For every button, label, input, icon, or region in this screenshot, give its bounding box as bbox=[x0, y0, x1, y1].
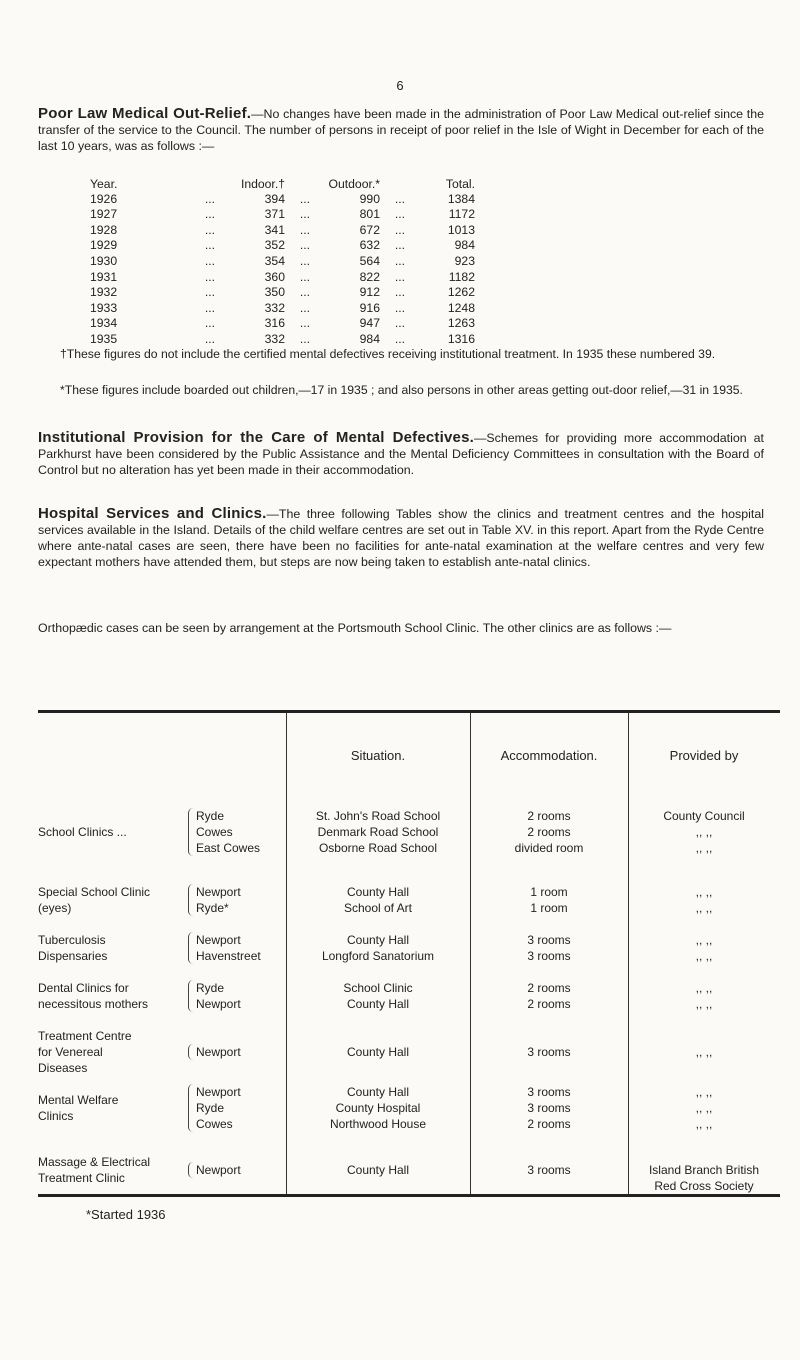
outdoor-cell: 564 bbox=[359, 253, 380, 268]
clinics-table bbox=[38, 710, 780, 1200]
brace-icon bbox=[188, 884, 193, 916]
clinic-accommodation: divided room bbox=[514, 841, 584, 855]
year-cell: 1934 bbox=[90, 316, 118, 331]
clinic-place: Newport bbox=[196, 997, 241, 1011]
clinic-place: Ryde* bbox=[196, 901, 229, 915]
clinic-provided-by: ,, ,, bbox=[695, 901, 713, 915]
clinic-group-name: Clinics bbox=[38, 1109, 74, 1123]
clinic-situation: Denmark Road School bbox=[317, 825, 439, 839]
indoor-cell: 354 bbox=[264, 253, 285, 268]
brace-icon bbox=[188, 1162, 193, 1178]
clinic-situation: Northwood House bbox=[329, 1117, 427, 1131]
poor-law-paragraph bbox=[38, 106, 764, 154]
clinic-place: Cowes bbox=[196, 1117, 233, 1131]
started-footnote: *Started 1936 bbox=[86, 1207, 166, 1222]
clinic-provided-by: ,, ,, bbox=[695, 997, 713, 1011]
leader-dots: ... bbox=[394, 253, 406, 268]
total-cell: 1013 bbox=[447, 222, 475, 237]
leader-dots: ... bbox=[204, 316, 216, 331]
table-bottom-rule bbox=[38, 1194, 780, 1197]
table-row bbox=[90, 301, 720, 317]
leader-dots: ... bbox=[299, 285, 311, 300]
relief-table-header bbox=[90, 176, 720, 192]
clinic-situation: School Clinic bbox=[343, 981, 413, 995]
clinic-place: Havenstreet bbox=[196, 949, 261, 963]
total-cell: 1262 bbox=[447, 285, 475, 300]
clinic-accommodation: 1 room bbox=[530, 885, 568, 899]
leader-dots: ... bbox=[394, 222, 406, 237]
outdoor-cell: 672 bbox=[359, 222, 380, 237]
outdoor-cell: 947 bbox=[359, 316, 380, 331]
leader-dots: ... bbox=[204, 238, 216, 253]
clinic-accommodation: 3 rooms bbox=[527, 1045, 571, 1059]
clinic-accommodation: 2 rooms bbox=[527, 825, 571, 839]
clinic-place: Ryde bbox=[196, 809, 225, 823]
clinic-provided-by: ,, ,, bbox=[695, 825, 713, 839]
indoor-cell: 332 bbox=[264, 300, 285, 315]
brace-icon bbox=[188, 1044, 193, 1060]
clinic-place: Newport bbox=[196, 1163, 241, 1177]
table-row bbox=[90, 270, 720, 286]
year-cell: 1928 bbox=[90, 222, 118, 237]
clinic-situation: County Hall bbox=[346, 997, 410, 1011]
clinic-place: Ryde bbox=[196, 981, 225, 995]
table-row bbox=[90, 207, 720, 223]
outdoor-cell: 912 bbox=[359, 285, 380, 300]
indoor-cell: 341 bbox=[264, 222, 285, 237]
leader-dots: ... bbox=[299, 207, 311, 222]
clinic-place: Newport bbox=[196, 933, 241, 947]
clinic-place: Ryde bbox=[196, 1101, 225, 1115]
relief-table bbox=[90, 176, 720, 348]
outdoor-cell: 632 bbox=[359, 238, 380, 253]
total-cell: 1172 bbox=[448, 207, 475, 222]
table-row bbox=[90, 192, 720, 208]
header-situation: Situation. bbox=[350, 748, 406, 763]
leader-dots: ... bbox=[394, 331, 406, 346]
leader-dots: ... bbox=[204, 331, 216, 346]
clinic-group-name: Massage & Electrical bbox=[38, 1155, 151, 1169]
clinic-accommodation: 3 rooms bbox=[527, 1101, 571, 1115]
clinic-group-name: School Clinics ... bbox=[38, 825, 127, 839]
clinic-accommodation: 2 rooms bbox=[527, 809, 571, 823]
leader-dots: ... bbox=[299, 300, 311, 315]
leader-dots: ... bbox=[299, 316, 311, 331]
leader-dots: ... bbox=[299, 331, 311, 346]
header-provided-by: Provided by bbox=[669, 748, 739, 763]
year-cell: 1926 bbox=[90, 191, 118, 206]
indoor-cell: 332 bbox=[264, 331, 285, 346]
clinic-group-name: Treatment Centre bbox=[38, 1029, 132, 1043]
leader-dots: ... bbox=[299, 191, 311, 206]
leader-dots: ... bbox=[204, 207, 216, 222]
clinic-provided-by: ,, ,, bbox=[695, 841, 713, 855]
leader-dots: ... bbox=[204, 285, 216, 300]
leader-dots: ... bbox=[394, 316, 406, 331]
leader-dots: ... bbox=[204, 300, 216, 315]
leader-dots: ... bbox=[394, 269, 406, 284]
clinic-situation: County Hospital bbox=[335, 1101, 421, 1115]
leader-dots: ... bbox=[299, 222, 311, 237]
table-row bbox=[90, 254, 720, 270]
clinic-group-name: Tuberculosis bbox=[38, 933, 106, 947]
poor-law-text: —No changes have been made in the administration of Poor Law Medical out-relief since the transfer of the service to the Council. The number of persons in receipt of poor relief in the Isle of Wight in December for each of the last 10 years, was as follows :— bbox=[38, 107, 765, 153]
clinic-provided-by: Red Cross Society bbox=[654, 1179, 754, 1193]
page-number: 6 bbox=[396, 78, 404, 93]
total-cell: 1182 bbox=[448, 269, 475, 284]
footnote-star: *These figures include boarded out children,—17 in 1935 ; and also persons in other areas getting out-door relief,—31 in 1935. bbox=[60, 383, 743, 397]
table-row bbox=[90, 285, 720, 301]
clinic-situation: County Hall bbox=[346, 1163, 410, 1177]
header-accommodation: Accommodation. bbox=[500, 748, 598, 763]
leader-dots: ... bbox=[204, 253, 216, 268]
clinic-group-name: Dispensaries bbox=[38, 949, 108, 963]
hospital-text: —The three following Tables show the clinics and treatment centres and the hospital services available in the Island. Details of the child welfare centres are set out in Table XV. in this report. Apart from the Ryde Centre where ante-natal cases are seen, there have been no facilities for ante-natal examination at the welfare centres and very few expectant mothers have attended them, but steps are now being taken to establish ante-natal clinics. bbox=[38, 507, 764, 569]
clinic-provided-by: ,, ,, bbox=[695, 885, 713, 899]
header-outdoor: Outdoor.* bbox=[328, 177, 380, 191]
hospital-paragraph bbox=[38, 506, 764, 570]
institutional-text: —Schemes for providing more accommodation at Parkhurst have been considered by the Public Assistance and the Mental Deficiency Committees in consultation with the Board of Control but no alteration has yet been made in their accommodation. bbox=[38, 431, 764, 477]
clinic-group-name: for Venereal bbox=[38, 1045, 103, 1059]
indoor-cell: 371 bbox=[264, 207, 285, 222]
clinic-group-name: Dental Clinics for bbox=[38, 981, 129, 995]
brace-icon bbox=[188, 932, 193, 964]
year-cell: 1935 bbox=[90, 331, 118, 346]
clinic-accommodation: 3 rooms bbox=[527, 1163, 571, 1177]
clinic-provided-by: ,, ,, bbox=[695, 949, 713, 963]
indoor-cell: 352 bbox=[264, 238, 285, 253]
clinic-group-name: Special School Clinic bbox=[38, 885, 151, 899]
brace-icon bbox=[188, 1084, 193, 1132]
clinic-group-name: necessitous mothers bbox=[38, 997, 149, 1011]
outdoor-cell: 801 bbox=[359, 207, 380, 222]
clinic-provided-by: Island Branch British bbox=[648, 1163, 760, 1177]
outdoor-cell: 822 bbox=[359, 269, 380, 284]
total-cell: 1248 bbox=[447, 300, 475, 315]
brace-icon bbox=[188, 808, 193, 856]
total-cell: 984 bbox=[454, 238, 475, 253]
clinic-provided-by: ,, ,, bbox=[695, 1101, 713, 1115]
year-cell: 1932 bbox=[90, 285, 118, 300]
table-row bbox=[90, 238, 720, 254]
clinic-provided-by: ,, ,, bbox=[695, 1085, 713, 1099]
total-cell: 1316 bbox=[447, 331, 475, 346]
year-cell: 1930 bbox=[90, 253, 118, 268]
clinic-situation: Osborne Road School bbox=[318, 841, 438, 855]
clinic-provided-by: ,, ,, bbox=[695, 1117, 713, 1131]
clinic-provided-by: ,, ,, bbox=[695, 981, 713, 995]
clinic-provided-by: ,, ,, bbox=[695, 1045, 713, 1059]
header-indoor: Indoor.† bbox=[240, 177, 285, 191]
institutional-heading: Institutional Provision for the Care of Mental Defectives. bbox=[38, 429, 474, 446]
leader-dots: ... bbox=[394, 300, 406, 315]
leader-dots: ... bbox=[394, 191, 406, 206]
clinic-situation: Longford Sanatorium bbox=[321, 949, 435, 963]
clinic-situation: County Hall bbox=[346, 885, 410, 899]
clinic-accommodation: 3 rooms bbox=[527, 1085, 571, 1099]
clinic-provided-by: County Council bbox=[663, 809, 745, 823]
total-cell: 1384 bbox=[447, 191, 475, 206]
year-cell: 1929 bbox=[90, 238, 118, 253]
year-cell: 1933 bbox=[90, 300, 118, 315]
table-top-rule bbox=[38, 710, 780, 713]
leader-dots: ... bbox=[299, 238, 311, 253]
clinic-place: Newport bbox=[196, 885, 241, 899]
table-row bbox=[90, 223, 720, 239]
clinic-situation: County Hall bbox=[346, 1045, 410, 1059]
clinic-group-name: Mental Welfare bbox=[38, 1093, 119, 1107]
poor-law-heading: Poor Law Medical Out-Relief. bbox=[38, 105, 252, 122]
year-cell: 1927 bbox=[90, 207, 118, 222]
orthopaedic-paragraph: Orthopædic cases can be seen by arrangement at the Portsmouth School Clinic. The other clinics are as follows :— bbox=[38, 621, 672, 635]
brace-icon bbox=[188, 980, 193, 1012]
leader-dots: ... bbox=[299, 253, 311, 268]
clinic-accommodation: 2 rooms bbox=[527, 997, 571, 1011]
leader-dots: ... bbox=[204, 269, 216, 284]
leader-dots: ... bbox=[394, 238, 406, 253]
header-total: Total. bbox=[445, 177, 475, 191]
clinic-accommodation: 3 rooms bbox=[527, 933, 571, 947]
outdoor-cell: 984 bbox=[359, 331, 380, 346]
leader-dots: ... bbox=[204, 191, 216, 206]
indoor-cell: 394 bbox=[264, 191, 285, 206]
clinic-accommodation: 3 rooms bbox=[527, 949, 571, 963]
outdoor-cell: 916 bbox=[359, 300, 380, 315]
clinic-situation: School of Art bbox=[343, 901, 413, 915]
clinic-provided-by: ,, ,, bbox=[695, 933, 713, 947]
leader-dots: ... bbox=[394, 285, 406, 300]
leader-dots: ... bbox=[394, 207, 406, 222]
total-cell: 1263 bbox=[447, 316, 475, 331]
clinic-accommodation: 2 rooms bbox=[527, 981, 571, 995]
clinic-accommodation: 1 room bbox=[530, 901, 568, 915]
clinic-situation: St. John's Road School bbox=[315, 809, 441, 823]
leader-dots: ... bbox=[204, 222, 216, 237]
total-cell: 923 bbox=[454, 253, 475, 268]
clinic-place: Newport bbox=[196, 1045, 241, 1059]
clinic-accommodation: 2 rooms bbox=[527, 1117, 571, 1131]
institutional-paragraph bbox=[38, 430, 764, 478]
indoor-cell: 360 bbox=[264, 269, 285, 284]
clinic-group-name: Treatment Clinic bbox=[38, 1171, 125, 1185]
footnote-dagger: †These figures do not include the certified mental defectives receiving institutional treatment. In 1935 these numbered 39. bbox=[60, 347, 716, 361]
clinic-situation: County Hall bbox=[346, 933, 410, 947]
clinic-place: East Cowes bbox=[196, 841, 261, 855]
outdoor-cell: 990 bbox=[359, 191, 380, 206]
clinic-place: Newport bbox=[196, 1085, 241, 1099]
clinic-group-name: Diseases bbox=[38, 1061, 88, 1075]
clinic-place: Cowes bbox=[196, 825, 233, 839]
indoor-cell: 350 bbox=[264, 285, 285, 300]
hospital-heading: Hospital Services and Clinics. bbox=[38, 505, 267, 522]
indoor-cell: 316 bbox=[264, 316, 285, 331]
leader-dots: ... bbox=[299, 269, 311, 284]
table-row bbox=[90, 316, 720, 332]
year-cell: 1931 bbox=[90, 269, 118, 284]
clinic-group-name: (eyes) bbox=[38, 901, 72, 915]
clinic-situation: County Hall bbox=[346, 1085, 410, 1099]
header-year: Year. bbox=[90, 177, 118, 191]
